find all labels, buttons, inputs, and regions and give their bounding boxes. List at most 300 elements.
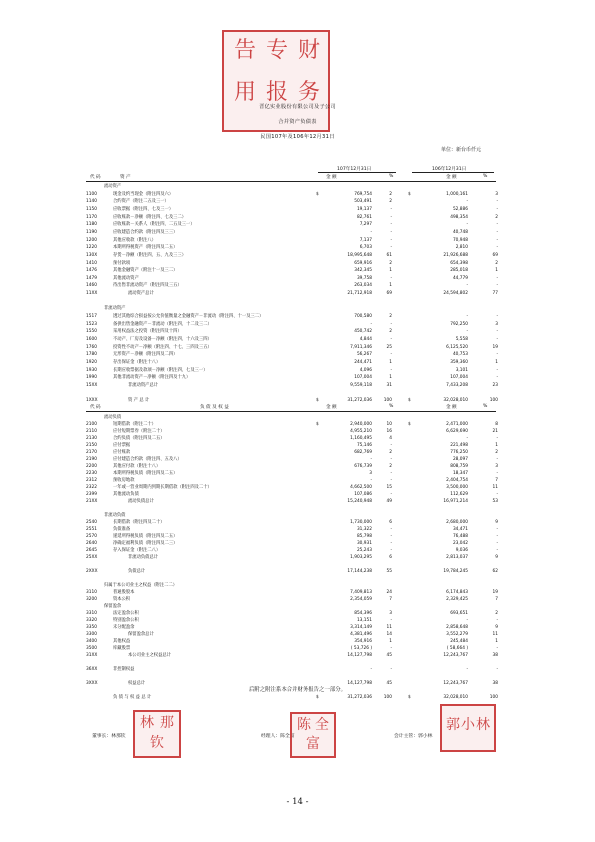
row-code: 1920 xyxy=(86,359,97,365)
currency-sign: $ xyxy=(408,695,411,700)
pct-2017: 2 xyxy=(495,611,498,616)
amount-2018: 31,272,036 xyxy=(347,398,372,404)
pct-2018: 10 xyxy=(386,422,392,427)
row-label: 透过其他综合损益按公允价值衡量之金融资产－非流动（附注四、十一及三二） xyxy=(113,314,264,320)
row-code: 36XX xyxy=(86,667,98,672)
table-row xyxy=(86,221,516,229)
amount-2017: - xyxy=(466,222,468,228)
amount-2018: 17,144,238 xyxy=(347,569,372,574)
pct-2017: - xyxy=(496,367,498,373)
row-code: 1780 xyxy=(86,352,97,358)
pct-2018: 61 xyxy=(386,252,392,258)
amount-2017: 1,000,161 xyxy=(446,191,468,197)
amount-2017: 28,097 xyxy=(452,457,468,462)
table-row xyxy=(86,344,516,352)
amount-2017: 9,036 xyxy=(455,548,468,553)
pct-2018: 1 xyxy=(389,375,392,381)
pct-2018: - xyxy=(390,618,392,623)
row-label: 非控制权益 xyxy=(113,667,135,672)
amount-2017: 2,810 xyxy=(455,245,468,251)
pct-2017: - xyxy=(496,337,498,342)
pct-2018: - xyxy=(390,471,392,476)
row-code: 1150 xyxy=(86,206,97,212)
amount-2017: 112,629 xyxy=(450,492,468,497)
amount-2018: ( 53,726 ) xyxy=(350,646,372,651)
row-code: 2551 xyxy=(86,527,97,532)
pct-2017: 38 xyxy=(492,653,498,658)
row-code: 2322 xyxy=(86,485,97,490)
row-label: 其他非流动资产－净额（附注四及十九） xyxy=(113,375,191,381)
row-label: 本公司业主之权益总计 xyxy=(128,653,171,658)
pct-2017: 8 xyxy=(495,422,498,427)
pct-2018: 2 xyxy=(389,450,392,455)
pct-2017: - xyxy=(496,492,498,497)
amount-2018: 682,769 xyxy=(354,450,372,455)
pct-2018: 2 xyxy=(389,260,392,266)
pct-2018: 2 xyxy=(389,329,392,335)
company-name: 晋亿实业股份有限公司及子公司 xyxy=(259,104,336,110)
pct-2018: - xyxy=(390,352,392,358)
amount-2018: 342,345 xyxy=(354,268,372,274)
amount-2017: 6,125,520 xyxy=(446,344,468,350)
seal-char: 那 xyxy=(160,715,174,731)
amount2-label: 金 额 xyxy=(446,405,457,410)
amount-2018: 7,297 xyxy=(359,222,372,228)
pct-2018: 1 xyxy=(389,639,392,644)
amount-2018: 107,086 xyxy=(354,492,372,497)
row-label: 投资性不动产－净额（附注四、十七、三四及三五） xyxy=(113,344,212,350)
row-label: 预收房地款 xyxy=(113,478,135,483)
amount1-label: 金 额 xyxy=(326,175,337,180)
amount-2017: 654,398 xyxy=(450,260,468,266)
pct-2018: - xyxy=(390,667,392,672)
amount-2017: 2,813,037 xyxy=(446,555,468,560)
table-row xyxy=(86,305,516,313)
currency-sign: $ xyxy=(316,695,319,700)
row-code: 1190 xyxy=(86,229,97,235)
row-label: 非流动资产总计 xyxy=(128,382,159,388)
row-code: 3350 xyxy=(86,625,97,630)
pct-2017: 3 xyxy=(495,464,498,469)
pct-2018: - xyxy=(390,541,392,546)
amount-2018: 503,491 xyxy=(354,199,372,205)
pct-2018: 100 xyxy=(383,695,392,700)
pct-2017: - xyxy=(496,457,498,462)
row-label: 其他流动负债 xyxy=(113,492,139,497)
amount-2017: 34,471 xyxy=(452,527,468,532)
row-label: 应收票据（附注四、七及三一） xyxy=(113,206,174,212)
row-label: 负债总计 xyxy=(128,569,146,574)
row-code: 3XXX xyxy=(86,681,98,686)
table-row xyxy=(86,275,516,283)
row-label: 现金及约当现金（附注四及六） xyxy=(113,191,174,197)
unit-note: 单位：新台币仟元 xyxy=(441,147,482,153)
liab-header-rule xyxy=(86,411,496,412)
statement-title: 合并资产负债表 xyxy=(278,119,317,125)
row-label: 未分配盈余 xyxy=(113,625,135,630)
amount-2018: 2,940,000 xyxy=(350,422,372,427)
row-code: 2640 xyxy=(86,541,97,546)
row-label: 权益总计 xyxy=(128,681,146,686)
amount-2018: - xyxy=(370,229,372,235)
pct-2017: 77 xyxy=(492,291,498,297)
pct-2018: 69 xyxy=(386,291,392,297)
amount-2018: 7,137 xyxy=(359,237,372,243)
row-label: 非流动负债 xyxy=(104,513,126,518)
pct-2018: 49 xyxy=(386,499,392,504)
pct-2018: 2 xyxy=(389,464,392,469)
amount-2018: 7,911,346 xyxy=(350,344,372,350)
footer-note: 后附之附注系本合并财务报告之一部分。 xyxy=(248,687,347,693)
pct-2018: - xyxy=(390,457,392,462)
row-code: 2645 xyxy=(86,548,97,553)
amount-2018: 31,322 xyxy=(356,527,372,532)
amount-2018: 4,955,210 xyxy=(350,429,372,434)
amount-2017: 23,042 xyxy=(452,541,468,546)
row-label: 法定盈余公积 xyxy=(113,611,139,616)
row-label: 其他应收款（附注八） xyxy=(113,237,156,243)
accountant-seal xyxy=(440,704,496,752)
pct-2018: 1 xyxy=(389,283,392,289)
table-row xyxy=(86,206,516,214)
table-row xyxy=(86,229,516,237)
amount-2018: 354,916 xyxy=(354,639,372,644)
row-code: 2150 xyxy=(86,443,97,448)
seal-char: 告 xyxy=(233,38,256,63)
pct-2017: - xyxy=(496,527,498,532)
amount-2018: 854,396 xyxy=(354,611,372,616)
pct-2018: - xyxy=(390,527,392,532)
amount-2018: 25,243 xyxy=(356,548,372,553)
seal-char: 务 xyxy=(297,80,320,105)
pct-2017: - xyxy=(496,646,498,651)
period1-header: 107年12月31日 xyxy=(337,167,372,172)
accountant-signature: 会计主管：郭小林 xyxy=(394,734,433,739)
amount-2018: 3,314,149 xyxy=(350,625,372,630)
amount-2017: 245,484 xyxy=(450,639,468,644)
pct-2018: 100 xyxy=(383,398,392,404)
row-code: 1200 xyxy=(86,237,97,243)
pct-2018: 2 xyxy=(389,191,392,197)
page-number: - 14 - xyxy=(286,797,309,807)
pct-2017: - xyxy=(496,275,498,281)
code-column-label: 代 码 xyxy=(90,405,101,410)
amount-2017: 32,028,010 xyxy=(443,695,468,700)
amount-2017: 40,753 xyxy=(452,352,468,358)
row-label: 特别盈余公积 xyxy=(113,618,139,623)
table-row xyxy=(86,198,516,206)
pct-2018: - xyxy=(390,367,392,373)
pct-2018: 1 xyxy=(389,268,392,274)
pct1-label: % xyxy=(389,174,394,179)
amount-2018: 18,995,648 xyxy=(347,252,372,258)
amount-2017: 3,552,279 xyxy=(446,632,468,637)
row-code: 1180 xyxy=(86,222,97,228)
table-row xyxy=(86,374,516,382)
amount-2017: 76,488 xyxy=(452,534,468,539)
row-code: 2230 xyxy=(86,471,97,476)
row-code: 1990 xyxy=(86,375,97,381)
seal-char: 陈 xyxy=(297,717,311,733)
pct-2018: - xyxy=(390,275,392,281)
table-row xyxy=(86,313,516,321)
currency-sign: $ xyxy=(408,422,411,427)
row-label: 其他金融资产（附注十一及三二） xyxy=(113,268,178,274)
amount-2017: 792,250 xyxy=(450,321,468,327)
currency-sign: $ xyxy=(316,422,319,427)
amount-2017: 19,784,245 xyxy=(443,569,468,574)
row-label: 存出保证金（附注十八） xyxy=(113,359,161,365)
amount-2018: - xyxy=(370,667,372,672)
amount-2018: 30,931 xyxy=(356,541,372,546)
amount-2017: 6,629,690 xyxy=(446,429,468,434)
amount-2018: 263,034 xyxy=(354,283,372,289)
row-label: 其他流动资产 xyxy=(113,275,139,281)
row-label: 待出售非流动资产（附注四及三五） xyxy=(113,283,182,289)
amount-2018: 659,916 xyxy=(354,260,372,266)
row-code: 3310 xyxy=(86,611,97,616)
amount-2018: 14,127,798 xyxy=(347,653,372,658)
amount-2017: 2,329,425 xyxy=(446,597,468,602)
pct-2018: 45 xyxy=(386,653,392,658)
asset-column-label: 资 产 xyxy=(120,175,131,180)
pct-2017: 53 xyxy=(492,499,498,504)
row-code: 3300 xyxy=(86,632,97,637)
pct-2017: - xyxy=(496,199,498,205)
row-code: 2130 xyxy=(86,436,97,441)
pct-2018: - xyxy=(390,443,392,448)
currency-sign: $ xyxy=(316,191,319,197)
table-row xyxy=(86,260,516,268)
pct-2017: 7 xyxy=(495,478,498,483)
pct-2017: 21 xyxy=(492,429,498,434)
amount-2018: 13,151 xyxy=(356,618,372,623)
amount-2018: - xyxy=(370,478,372,483)
pct-2017: 2 xyxy=(495,260,498,266)
row-code: 2190 xyxy=(86,457,97,462)
row-label: 存货－净额（附注四、五、九及三三） xyxy=(113,252,187,258)
pct-2017: 23 xyxy=(492,382,498,388)
row-label: 库藏股票 xyxy=(113,646,131,651)
row-label: 一年或一营业周期内到期长期借款（附注四及二十） xyxy=(113,485,212,490)
amount-2017: - xyxy=(466,329,468,335)
company-seal xyxy=(222,30,330,132)
pct-2017: 2 xyxy=(495,214,498,220)
table-row xyxy=(86,390,516,398)
amount-2018: 14,127,798 xyxy=(347,681,372,686)
pct-2017: - xyxy=(496,222,498,228)
seal-char: 林 xyxy=(140,715,154,731)
amount-2017: 285,018 xyxy=(450,268,468,274)
period1-underline xyxy=(318,172,396,173)
pct1-label: % xyxy=(389,404,394,409)
row-code: 2200 xyxy=(86,464,97,469)
row-code: 1517 xyxy=(86,314,97,320)
amount-2018: 1,160,495 xyxy=(350,436,372,441)
row-code: 2312 xyxy=(86,478,97,483)
pct-2018: - xyxy=(390,321,392,327)
pct-2018: 3 xyxy=(389,611,392,616)
row-label: 不动产、厂房及设备－净额（附注四、十六及三四） xyxy=(113,337,212,342)
row-code: 2570 xyxy=(86,534,97,539)
amount-2018: 4,844 xyxy=(359,337,372,342)
amount-2017: 2,404,754 xyxy=(446,478,468,483)
amount-2017: 2,858,648 xyxy=(446,625,468,630)
pct-2018: 45 xyxy=(386,681,392,686)
row-label: 应付票据 xyxy=(113,443,131,448)
amount-2018: 7,409,813 xyxy=(350,590,372,595)
pct-2018: - xyxy=(390,478,392,483)
manager-signature: 经理人：陈全富 xyxy=(261,734,295,739)
seal-char: 富 xyxy=(306,736,320,752)
row-label: 无形资产－净额（附注四及二四） xyxy=(113,352,178,358)
pct-2018: - xyxy=(390,229,392,235)
row-label: 非流动资产 xyxy=(104,306,126,312)
row-label: 流动负债总计 xyxy=(128,499,154,504)
row-label: 净确定福利负债（附注四及二三） xyxy=(113,541,178,546)
table-row xyxy=(86,367,516,375)
amount-2018: 4,381,496 xyxy=(350,632,372,637)
row-code: 21XX xyxy=(86,499,98,504)
amount-2017: 16,971,214 xyxy=(443,499,468,504)
row-code: 31XX xyxy=(86,653,98,658)
pct-2017: 38 xyxy=(492,681,498,686)
amount-2017: - xyxy=(466,314,468,320)
row-code: 3320 xyxy=(86,618,97,623)
pct-2017: 9 xyxy=(495,520,498,525)
amount-2017: 2,680,000 xyxy=(446,520,468,525)
row-code: 1760 xyxy=(86,344,97,350)
table-row xyxy=(86,336,516,344)
table-row xyxy=(86,214,516,222)
amount-2017: 3,500,000 xyxy=(446,485,468,490)
pct-2018: - xyxy=(390,337,392,342)
pct-2017: - xyxy=(496,329,498,335)
row-code: 25XX xyxy=(86,555,98,560)
amount-2017: 40,748 xyxy=(452,229,468,235)
pct-2017: 1 xyxy=(495,443,498,448)
row-code: 3200 xyxy=(86,597,97,602)
amount-2017: 52,886 xyxy=(452,206,468,212)
table-row xyxy=(86,290,516,298)
amount-2018: 56,267 xyxy=(356,352,372,358)
pct-2018: 7 xyxy=(389,597,392,602)
row-code: 1930 xyxy=(86,367,97,373)
row-code: 1460 xyxy=(86,283,97,289)
pct-2017: 11 xyxy=(492,485,498,490)
seal-char: 财 xyxy=(297,38,320,63)
pct-2018: 11 xyxy=(386,625,392,630)
amount-2017: 359,360 xyxy=(450,359,468,365)
table-row xyxy=(86,267,516,275)
amount-2018: 21,712,918 xyxy=(347,291,372,297)
pct-2017: 19 xyxy=(492,344,498,350)
amount-2018: 107,004 xyxy=(354,375,372,381)
row-label: 合约资产（附注二五及三一） xyxy=(113,199,169,205)
pct-2017: 100 xyxy=(489,695,498,700)
period2-header: 106年12月31日 xyxy=(432,167,467,172)
row-label: 保留盈余 xyxy=(104,604,122,609)
amount-2018: 1,730,000 xyxy=(350,520,372,525)
pct-2017: 9 xyxy=(495,625,498,630)
row-label: 普通股股本 xyxy=(113,590,135,595)
row-code: 2170 xyxy=(86,450,97,455)
row-label: 非流动负债总计 xyxy=(128,555,159,560)
seal-char: 用 xyxy=(233,80,256,105)
pct-2017: - xyxy=(496,245,498,251)
pct-2017: - xyxy=(496,667,498,672)
seal-char: 小 xyxy=(461,717,475,733)
row-label: 本期所得税资产（附注四及二五） xyxy=(113,245,178,251)
amount-2018: 6,703 xyxy=(359,245,372,251)
row-code: 11XX xyxy=(86,291,98,297)
period2-underline xyxy=(412,172,494,173)
pct-2017: 3 xyxy=(495,321,498,327)
row-code: 2XXX xyxy=(86,569,98,574)
amount-2017: 221,498 xyxy=(450,443,468,448)
row-label: 采用权益法之投资（附注四及十四） xyxy=(113,329,182,335)
pct-2018: - xyxy=(390,646,392,651)
pct-2017: - xyxy=(496,618,498,623)
amount-2017: 3,101 xyxy=(455,367,468,373)
amount-2017: - xyxy=(466,436,468,441)
chairman-seal xyxy=(133,710,181,758)
amount-2018: 700,580 xyxy=(354,314,372,320)
amount-2017: 107,004 xyxy=(450,375,468,381)
pct-2018: - xyxy=(390,222,392,228)
row-label: 预付款项 xyxy=(113,260,131,266)
row-code: 1100 xyxy=(86,191,97,197)
row-code: 1140 xyxy=(86,199,97,205)
seal-char: 全 xyxy=(315,717,329,733)
pct-2017: 1 xyxy=(495,268,498,274)
amount-2017: - xyxy=(466,199,468,205)
row-label: 合约负债（附注四及二五） xyxy=(113,436,165,441)
table-row xyxy=(86,191,516,199)
amount-2018: 9,559,118 xyxy=(350,382,372,388)
row-label: 归属于本公司业主之权益（附注二二） xyxy=(104,583,178,588)
pct-2017: 19 xyxy=(492,590,498,595)
amount-2017: 21,926,688 xyxy=(443,252,468,258)
row-label: 流动资产 xyxy=(104,184,122,189)
pct-2018: 6 xyxy=(389,555,392,560)
row-label: 应收账款－关系人（附注四、二五及三一） xyxy=(113,222,195,228)
liability-column-label: 负 债 及 权 益 xyxy=(200,405,229,410)
row-code: 1220 xyxy=(86,245,97,251)
amount-2018: 85,798 xyxy=(356,534,372,539)
pct-2017: - xyxy=(496,237,498,243)
table-row xyxy=(86,321,516,329)
pct-2018: 25 xyxy=(386,344,392,350)
row-label: 存入保证金（附注二八） xyxy=(113,548,161,553)
row-label: 保留盈余总计 xyxy=(128,632,154,637)
amount-2017: 12,243,767 xyxy=(443,653,468,658)
pct-2017: - xyxy=(496,206,498,212)
pct-2017: - xyxy=(496,534,498,539)
row-code: 3500 xyxy=(86,646,97,651)
row-code: 2399 xyxy=(86,492,97,497)
pct2-label: % xyxy=(483,174,488,179)
statement-period: 民国107年及106年12月31日 xyxy=(260,134,335,140)
pct-2018: 15 xyxy=(386,485,392,490)
header-rule xyxy=(86,181,496,182)
row-code: 2110 xyxy=(86,429,97,434)
amount-2018: - xyxy=(370,457,372,462)
amount-2018: 19,137 xyxy=(356,206,372,212)
table-row xyxy=(86,237,516,245)
pct-2018: 6 xyxy=(389,520,392,525)
row-code: 1600 xyxy=(86,337,97,342)
